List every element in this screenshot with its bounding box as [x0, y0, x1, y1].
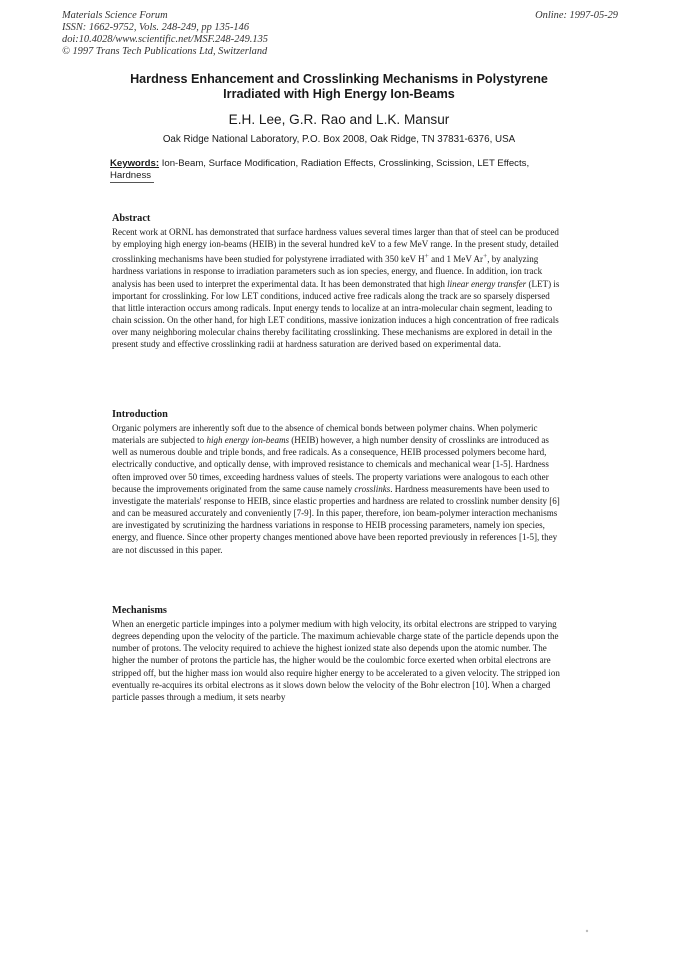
mechanisms-section	[112, 605, 560, 703]
introduction-heading: Introduction	[112, 409, 168, 420]
intro-text-2: (HEIB) however, a high number density of crosslinks are introduced as well as numerous double and triple bonds, and free radicals. As a consequence, HEIB processed polymers become hard, electrically conductive, and optically dense, with improved resistance to chemicals and mechanical wear [1-5]. Hardness often improved over 50 times, exceeding hardness values of steels. The property variations were analogous to each other because the improvements originated from the same cause namely	[112, 435, 549, 494]
keywords-divider	[110, 182, 154, 183]
abstract-section	[112, 213, 560, 351]
scan-mark	[584, 928, 590, 934]
keywords-text: Ion-Beam, Surface Modification, Radiation Effects, Crosslinking, Scission, LET Effects, Hardness	[110, 158, 530, 181]
paper-title	[100, 72, 578, 102]
intro-text-3: . Hardness measurements have been used to investigate the materials' response to HEIB, since elastic properties and hardness are related to crosslink number density [6] and can be measured accurately and conveniently [7-9]. In this paper, therefore, ion beam-polymer interaction mechanisms are investigated by scrutinizing the hardness variations in response to HEIB processing parameters, namely ion species, energy, and fluence. Since other property changes mentioned above have been reported previously in references [1-5], they are not discussed in this paper.	[112, 483, 560, 555]
abstract-text-4: (LET) is important for crosslinking. For low LET conditions, induced active free radicals along the track are so sparsely dispersed that little interaction occurs among radicals. Input energy tends to localize at an intra-molecular chain segment, leading to chain scission. On the other hand, for high LET conditions, massive ionization induces a high concentration of free radicals over many neighboring molecular chains thereby facilitating crosslinking. These mechanisms are explored in detail in the present study and effective crosslinking radii at hardness saturation are derived based on experimental data.	[112, 278, 560, 350]
copyright-line: © 1997 Trans Tech Publications Ltd, Switzerland	[62, 46, 268, 57]
keywords	[110, 158, 562, 182]
abstract-body	[112, 226, 560, 351]
keywords-label: Keywords:	[110, 158, 160, 169]
intro-text-1: Organic polymers are inherently soft due to the absence of chemical bonds between polymer chains. When polymeric materials are subjected to	[112, 423, 538, 446]
abstract-text-2: and 1 MeV Ar	[428, 254, 483, 265]
abstract-text-1: Recent work at ORNL has demonstrated that surface hardness values several times larger than that of steel can be produced by employing high energy ion-beams (HEIB) in the several hundred keV to a few MeV range. In the present study, detailed crosslinking mechanisms have been studied for polystyrene irradiated with 350 keV H	[112, 227, 559, 265]
issn-line: ISSN: 1662-9752, Vols. 248-249, pp 135-146	[62, 22, 250, 33]
journal-name: Materials Science Forum	[62, 10, 168, 21]
affiliation: Oak Ridge National Laboratory, P.O. Box 2008, Oak Ridge, TN 37831-6376, USA	[162, 134, 516, 145]
abstract-heading: Abstract	[112, 213, 151, 224]
abstract-sup-1: +	[424, 251, 429, 261]
online-date: Online: 1997-05-29	[535, 10, 618, 21]
intro-emphasis-2: crosslinks	[354, 483, 391, 494]
introduction-section	[112, 409, 560, 556]
journal-header	[62, 10, 618, 58]
intro-emphasis-1: high energy ion-beams	[206, 435, 290, 446]
title-line-2: Irradiated with High Energy Ion-Beams	[223, 87, 455, 101]
mechanisms-body: When an energetic particle impinges into a polymer medium with high velocity, its orbital electrons are stripped to varying degrees depending upon the velocity of the particle. The maximum achievable charge state of the particle depends upon the number of protons. The velocity required to achieve the highest ionized state also depends upon the atomic number. The higher the number of protons the particle has, the higher would be the coulombic force exerted when orbital electrons are stripped off, but the higher mass ion would also require higher energy to be accelerated to a given velocity. The stripped ion eventually re-acquires its orbital electrons as it slows down below the velocity of the Bohr electron [10]. When a charged particle passes through a medium, it sets nearby	[112, 619, 560, 702]
mechanisms-heading: Mechanisms	[112, 605, 167, 616]
doi-line: doi:10.4028/www.scientific.net/MSF.248-249.135	[62, 34, 268, 45]
abstract-sup-2: +	[483, 251, 488, 261]
introduction-body	[112, 422, 560, 556]
abstract-text-3: , by analyzing hardness variations in response to irradiation parameters such as ion species, energy, and fluence. In addition, ion track analysis has been used to interpret the experimental data. It has been demonstrated that high	[112, 254, 543, 289]
title-line-1: Hardness Enhancement and Crosslinking Mechanisms in Polystyrene	[130, 72, 548, 86]
abstract-emphasis: linear energy transfer	[447, 278, 527, 289]
authors: E.H. Lee, G.R. Rao and L.K. Mansur	[228, 112, 450, 127]
